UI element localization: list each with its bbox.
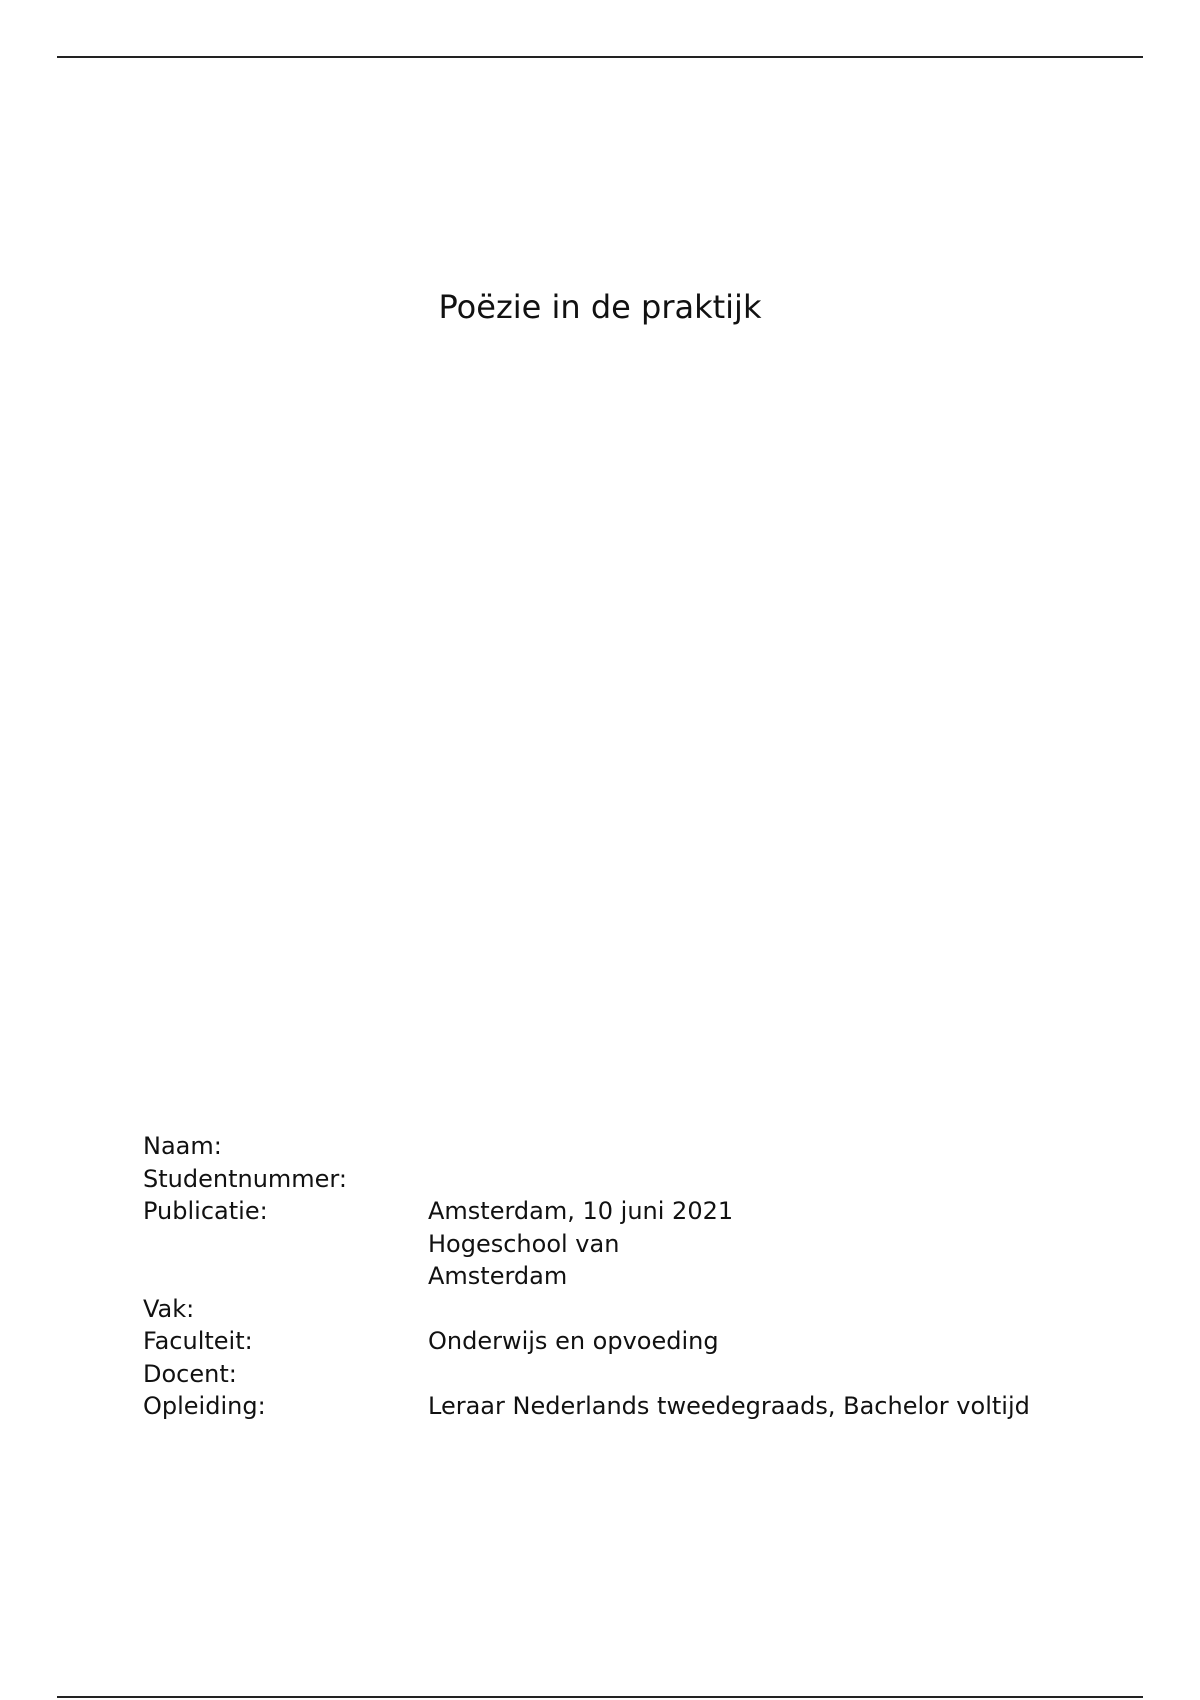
metadata-label: Naam: bbox=[143, 1132, 222, 1160]
metadata-label: Publicatie: bbox=[143, 1197, 268, 1225]
metadata-label: Studentnummer: bbox=[143, 1164, 347, 1193]
metadata-value bbox=[428, 1195, 734, 1293]
top-rule bbox=[57, 56, 1143, 58]
metadata-row-studentnummer bbox=[143, 1163, 1030, 1196]
bottom-rule bbox=[57, 1696, 1143, 1698]
publicatie-line: Hogeschool van bbox=[428, 1229, 620, 1258]
metadata-row-opleiding bbox=[143, 1390, 1030, 1423]
document-title: Poëzie in de praktijk bbox=[438, 288, 762, 326]
metadata-label: Opleiding: bbox=[143, 1392, 266, 1420]
metadata-row-faculteit bbox=[143, 1325, 1030, 1358]
metadata-label: Vak: bbox=[143, 1294, 195, 1323]
metadata-row-publicatie bbox=[143, 1195, 1030, 1293]
metadata-row-naam bbox=[143, 1130, 1030, 1163]
metadata-row-docent bbox=[143, 1358, 1030, 1391]
publicatie-line: Amsterdam bbox=[428, 1262, 568, 1290]
metadata-block bbox=[143, 1130, 1030, 1423]
publicatie-line: Amsterdam, 10 juni 2021 bbox=[428, 1197, 734, 1225]
metadata-label: Docent: bbox=[143, 1359, 237, 1388]
metadata-value: Leraar Nederlands tweedegraads, Bachelor voltijd bbox=[428, 1392, 1030, 1420]
metadata-value: Onderwijs en opvoeding bbox=[428, 1327, 719, 1355]
metadata-row-vak bbox=[143, 1293, 1030, 1326]
metadata-label: Faculteit: bbox=[143, 1327, 253, 1355]
